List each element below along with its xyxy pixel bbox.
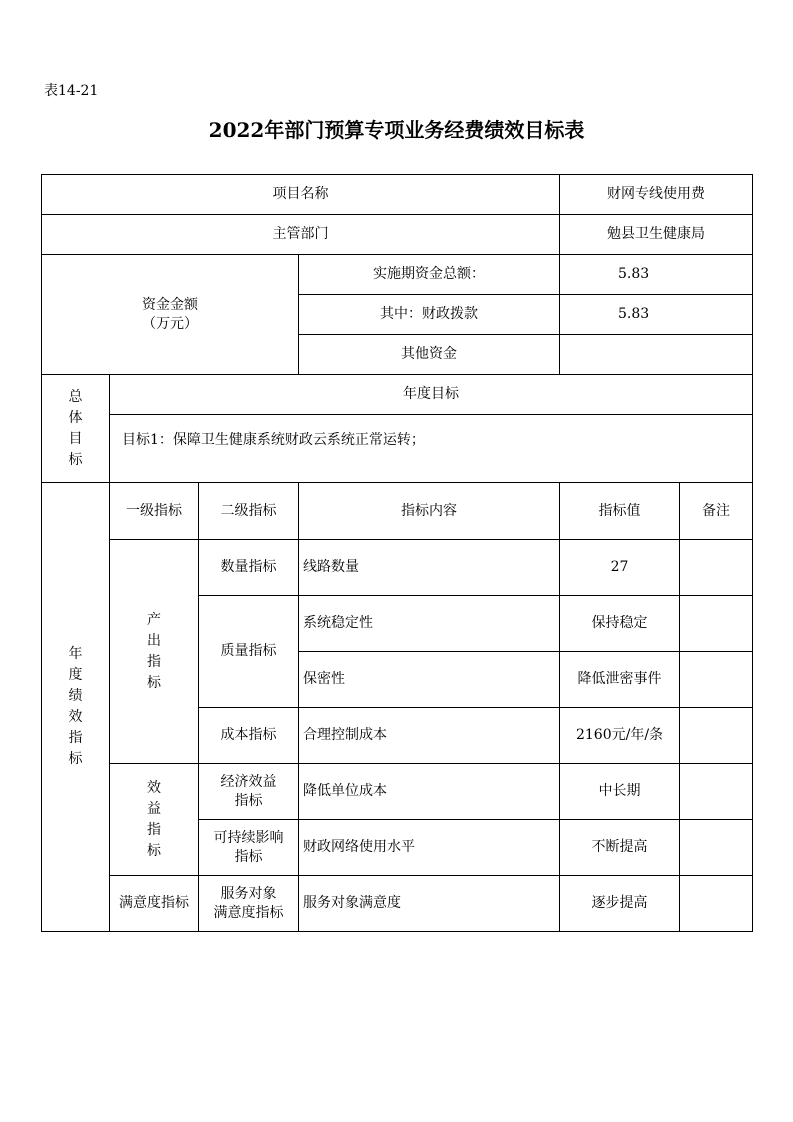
- benefit-char: 效: [147, 779, 161, 796]
- goal-text: 目标1：保障卫生健康系统财政云系统正常运转；: [110, 415, 753, 483]
- quality-indicator: 质量指标: [199, 596, 299, 708]
- page-title: 2022年部门预算专项业务经费绩效目标表: [208, 118, 585, 142]
- satisfaction-indicator-label: 满意度指标: [110, 876, 199, 932]
- header-note: 备注: [680, 483, 753, 540]
- service-note: [680, 876, 753, 932]
- quality1-note: [680, 596, 753, 652]
- funds-fiscal-value: 5.83: [560, 295, 753, 335]
- sustain-value: 不断提高: [560, 820, 680, 876]
- service-content: 服务对象满意度: [299, 876, 560, 932]
- sustain-indicator-line2: 指标: [234, 848, 263, 865]
- sustain-content: 财政网络使用水平: [299, 820, 560, 876]
- section-char: 指: [68, 730, 83, 746]
- economic-note: [680, 764, 753, 820]
- project-name-value: 财网专线使用费: [560, 175, 753, 215]
- header-level2: 二级指标: [199, 483, 299, 540]
- funds-total-value: 5.83: [560, 255, 753, 295]
- output-char: 出: [147, 632, 161, 649]
- sustain-indicator: [199, 820, 299, 876]
- economic-content: 降低单位成本: [299, 764, 560, 820]
- header-value: 指标值: [560, 483, 680, 540]
- performance-goal-table: [41, 174, 753, 932]
- funds-label-line2: （万元）: [142, 315, 198, 332]
- benefit-indicator-label: [110, 764, 199, 876]
- benefit-char: 益: [147, 800, 161, 817]
- service-indicator: [199, 876, 299, 932]
- service-value: 逐步提高: [560, 876, 680, 932]
- quantity-content: 线路数量: [299, 540, 560, 596]
- benefit-char: 指: [147, 821, 161, 838]
- cost-value: 2160元/年/条: [560, 708, 680, 764]
- year-goal-label: 年度目标: [110, 375, 753, 415]
- funds-label: [42, 255, 299, 375]
- row-department: [42, 215, 753, 255]
- funds-other-label: 其他资金: [299, 335, 560, 375]
- quality2-content: 保密性: [299, 652, 560, 708]
- output-char: 指: [147, 653, 161, 670]
- table-row: [42, 540, 753, 596]
- department-value: 勉县卫生健康局: [560, 215, 753, 255]
- section-char: 标: [68, 751, 83, 767]
- row-goal-text: [42, 415, 753, 483]
- year-performance-label: [42, 483, 110, 932]
- row-indicator-headers: [42, 483, 753, 540]
- cost-indicator: 成本指标: [199, 708, 299, 764]
- section-char: 绩: [68, 688, 83, 704]
- sustain-note: [680, 820, 753, 876]
- header-content: 指标内容: [299, 483, 560, 540]
- section-char: 年: [68, 646, 83, 662]
- overall-char: 总: [68, 388, 83, 405]
- quality2-value: 降低泄密事件: [560, 652, 680, 708]
- overall-goal-label: [42, 375, 110, 483]
- quantity-note: [680, 540, 753, 596]
- row-project-name: [42, 175, 753, 215]
- overall-char: 体: [68, 409, 83, 426]
- quality1-value: 保持稳定: [560, 596, 680, 652]
- table-row: [42, 764, 753, 820]
- economic-indicator-line2: 指标: [234, 792, 263, 809]
- service-indicator-line2: 满意度指标: [213, 904, 284, 921]
- section-char: 效: [68, 709, 83, 725]
- quality1-content: 系统稳定性: [299, 596, 560, 652]
- overall-char: 目: [68, 430, 83, 447]
- project-name-label: 项目名称: [42, 175, 560, 215]
- quantity-value: 27: [560, 540, 680, 596]
- funds-total-label: 实施期资金总额：: [299, 255, 560, 295]
- funds-fiscal-label: 其中：财政拨款: [299, 295, 560, 335]
- overall-char: 标: [68, 451, 83, 468]
- quality2-note: [680, 652, 753, 708]
- sustain-indicator-line1: 可持续影响: [213, 829, 284, 846]
- output-char: 产: [147, 611, 161, 628]
- table-row: [42, 876, 753, 932]
- service-indicator-line1: 服务对象: [220, 885, 277, 902]
- row-year-goal-header: [42, 375, 753, 415]
- table-code: 表14-21: [44, 83, 99, 99]
- economic-value: 中长期: [560, 764, 680, 820]
- cost-note: [680, 708, 753, 764]
- economic-indicator: [199, 764, 299, 820]
- economic-indicator-line1: 经济效益: [220, 773, 277, 790]
- section-char: 度: [68, 667, 83, 683]
- header-level1: 一级指标: [110, 483, 199, 540]
- department-label: 主管部门: [42, 215, 560, 255]
- output-indicator-label: [110, 540, 199, 764]
- funds-other-value: [560, 335, 753, 375]
- output-char: 标: [147, 674, 161, 691]
- benefit-char: 标: [147, 842, 161, 859]
- row-funds-total: [42, 255, 753, 295]
- funds-label-line1: 资金金额: [142, 296, 198, 313]
- cost-content: 合理控制成本: [299, 708, 560, 764]
- quantity-indicator: 数量指标: [199, 540, 299, 596]
